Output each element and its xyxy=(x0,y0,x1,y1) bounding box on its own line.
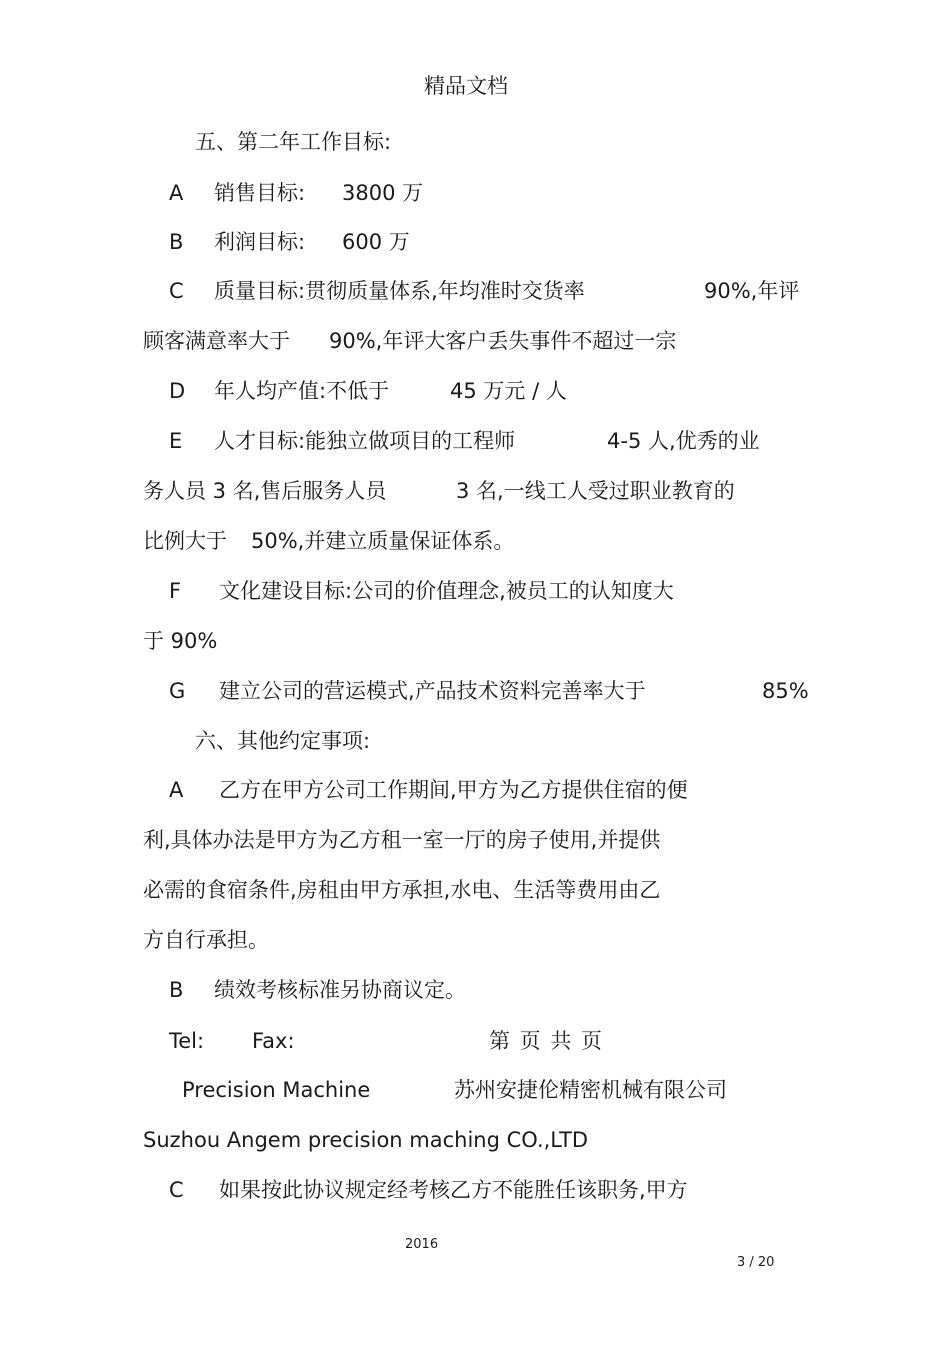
item-letter-c: C xyxy=(169,279,184,303)
quality-target-line2-label: 顾客满意率大于 xyxy=(143,329,290,353)
item-letter-e: E xyxy=(169,429,183,453)
sales-target-label: 销售目标: xyxy=(214,181,306,205)
operation-target-text: 建立公司的营运模式,产品技术资料完善率大于 xyxy=(219,679,646,703)
item-letter-6c: C xyxy=(169,1178,184,1202)
culture-target-text: 文化建设目标:公司的价值理念,被员工的认知度大 xyxy=(219,579,674,603)
talent-target-line2b: 3 名,一线工人受过职业教育的 xyxy=(456,479,735,503)
item-letter-g: G xyxy=(169,679,186,703)
section-heading-5: 五、第二年工作目标: xyxy=(195,130,392,154)
company-name-en-full: Suzhou Angem precision maching CO.,LTD xyxy=(143,1128,589,1152)
tel-label: Tel: xyxy=(169,1029,205,1053)
company-name-en-short: Precision Machine xyxy=(182,1078,371,1102)
culture-target-line2: 于 90% xyxy=(143,629,218,653)
housing-line2: 利,具体办法是甲方为乙方租一室一厅的房子使用,并提供 xyxy=(143,828,661,852)
quality-target-value: 90%,年评 xyxy=(704,279,800,303)
assessment-text: 如果按此协议规定经考核乙方不能胜任该职务,甲方 xyxy=(219,1178,688,1202)
footer-page-number: 3 / 20 xyxy=(737,1255,775,1270)
sales-target-value: 3800 万 xyxy=(342,181,424,205)
profit-target-value: 600 万 xyxy=(342,230,410,254)
output-target-label: 年人均产值:不低于 xyxy=(214,379,390,403)
quality-target-line2-value: 90%,年评大客户丢失事件不超过一宗 xyxy=(329,329,677,353)
item-letter-a: A xyxy=(169,181,184,205)
housing-line4: 方自行承担。 xyxy=(143,928,269,952)
quality-target-text: 质量目标:贯彻质量体系,年均准时交货率 xyxy=(214,279,585,303)
footer-year: 2016 xyxy=(405,1237,439,1252)
talent-target-line3a: 比例大于 xyxy=(143,529,227,553)
output-target-value: 45 万元 / 人 xyxy=(450,379,567,403)
talent-target-text: 人才目标:能独立做项目的工程师 xyxy=(214,429,516,453)
housing-line3: 必需的食宿条件,房租由甲方承担,水电、生活等费用由乙 xyxy=(143,878,661,902)
page-title: 精品文档 xyxy=(424,74,508,98)
profit-target-label: 利润目标: xyxy=(214,230,306,254)
page-info-label: 第 页 共 页 xyxy=(489,1029,603,1053)
section-heading-6: 六、其他约定事项: xyxy=(195,729,371,753)
talent-target-line3b: 50%,并建立质量保证体系。 xyxy=(251,529,515,553)
item-letter-6a: A xyxy=(169,778,184,802)
item-letter-d: D xyxy=(169,379,186,403)
performance-text: 绩效考核标准另协商议定。 xyxy=(214,978,466,1002)
fax-label: Fax: xyxy=(252,1029,295,1053)
company-name-cn: 苏州安捷伦精密机械有限公司 xyxy=(454,1078,727,1102)
item-letter-b: B xyxy=(169,230,184,254)
housing-line1: 乙方在甲方公司工作期间,甲方为乙方提供住宿的便 xyxy=(219,778,688,802)
talent-target-line2a: 务人员 3 名,售后服务人员 xyxy=(143,479,387,503)
item-letter-6b: B xyxy=(169,978,184,1002)
operation-target-value: 85% xyxy=(762,679,809,703)
item-letter-f: F xyxy=(169,579,182,603)
talent-target-value: 4-5 人,优秀的业 xyxy=(607,429,760,453)
